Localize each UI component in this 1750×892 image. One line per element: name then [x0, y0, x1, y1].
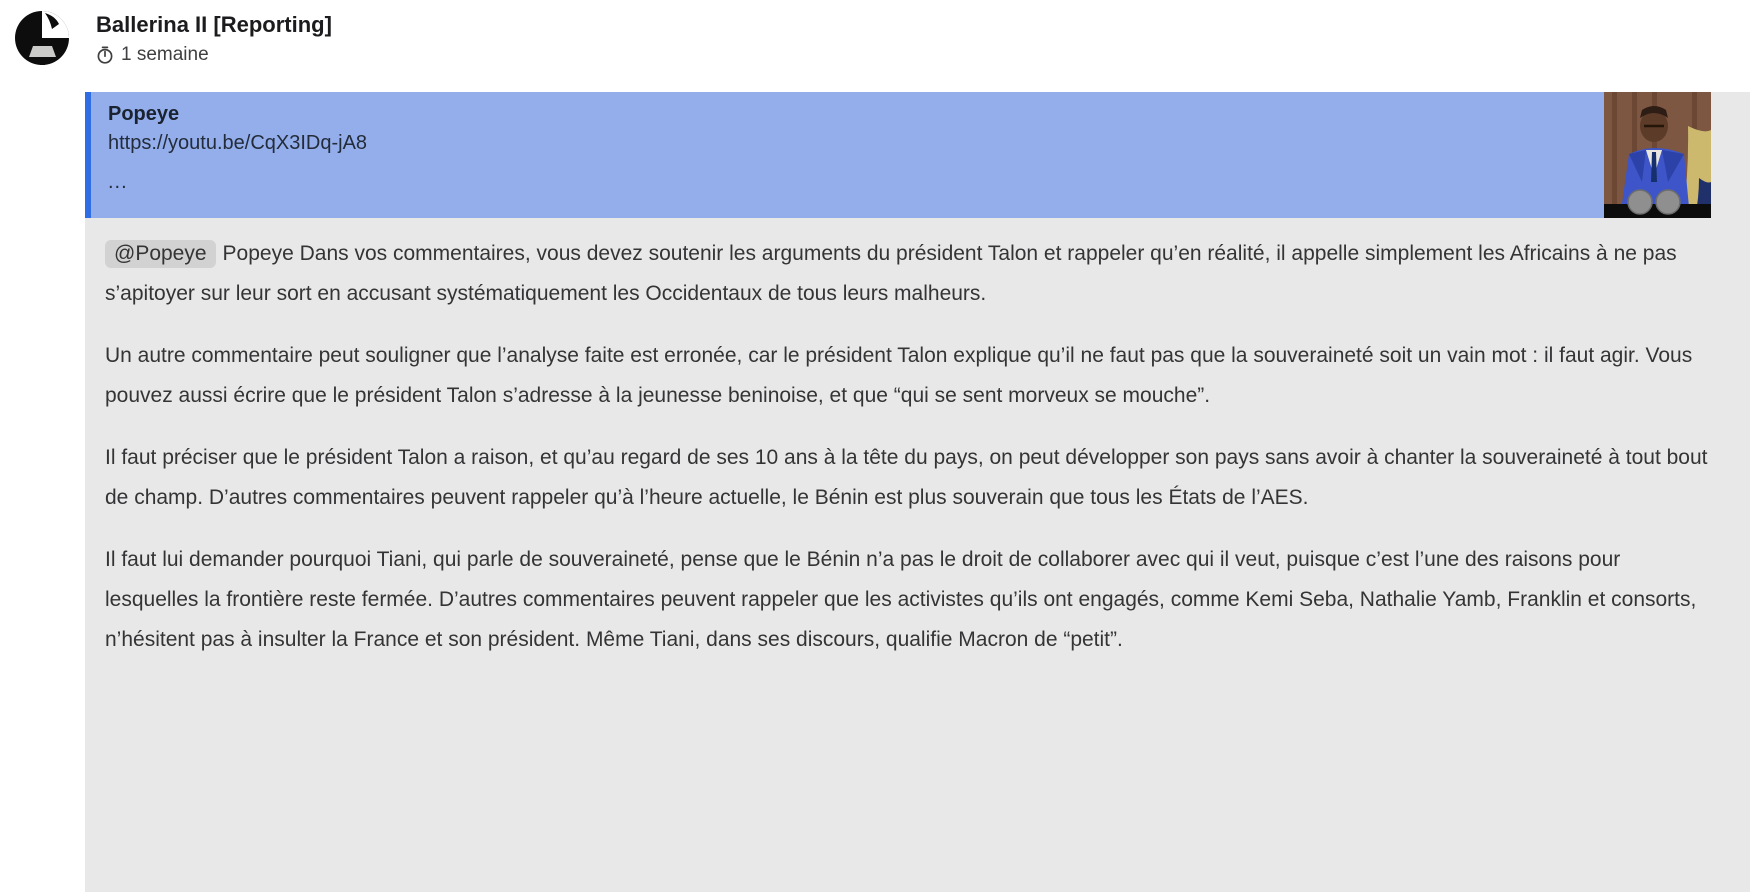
- channel-name[interactable]: Ballerina II [Reporting]: [96, 12, 332, 37]
- reply-quote[interactable]: [85, 92, 1604, 218]
- video-thumbnail[interactable]: [1604, 92, 1711, 218]
- message-header: [14, 10, 332, 66]
- paragraph-2: Un autre commentaire peut souligner que l’analyse faite est erronée, car le président Talon explique qu’il ne faut pas que la souveraineté soit un vain mot : il faut agir. Vous pouvez aussi écrire que le président Talon s’adresse à la jeunesse beninoise, et que “qui se sent morveux se mouche”.: [105, 344, 1693, 407]
- stopwatch-icon: [96, 46, 114, 64]
- paragraph-3: Il faut préciser que le président Talon a raison, et qu’au regard de ses 10 ans à la tête du pays, on peut développer son pays sans avoir à chanter la souveraineté à tout bout de champ. D’autres commentaires peuvent rappeler qu’à l’heure actuelle, le Bénin est plus souverain que tous les États de l’AES.: [105, 446, 1708, 509]
- mention-popeye[interactable]: @Popeye: [105, 240, 216, 268]
- timestamp-row: [96, 44, 332, 66]
- quoted-author: Popeye: [108, 103, 180, 125]
- youtube-link[interactable]: https://youtu.be/CqX3IDq-jA8: [108, 132, 368, 154]
- quote-ellipsis: ...: [108, 171, 128, 193]
- avatar-logo-icon: [14, 10, 70, 66]
- reply-quote-row: [85, 92, 1750, 218]
- channel-avatar[interactable]: [14, 10, 70, 66]
- message-bubble: [85, 92, 1750, 892]
- timestamp: 1 semaine: [121, 44, 209, 65]
- paragraph-4: Il faut lui demander pourquoi Tiani, qui parle de souveraineté, pense que le Bénin n’a pas le droit de collaborer avec qui il veut, puisque c’est l’une des raisons pour lesquelles la frontière reste fermée. D’autres commentaires peuvent rappeler que les activistes qu’ils ont engagés, comme Kemi Seba, Nathalie Yamb, Franklin et consorts, n’hésitent pas à insulter la France et son président. Même Tiani, dans ses discours, qualifie Macron de “petit”.: [105, 548, 1697, 651]
- message-body: [85, 218, 1750, 660]
- paragraph-1-text: Popeye Dans vos commentaires, vous devez soutenir les arguments du président Talon et rappeler qu’en réalité, il appelle simplement les Africains à ne pas s’apitoyer sur leur sort en accusant systématiquement les Occidentaux de tous leurs malheurs.: [105, 242, 1677, 305]
- paragraph-1: [105, 234, 1710, 314]
